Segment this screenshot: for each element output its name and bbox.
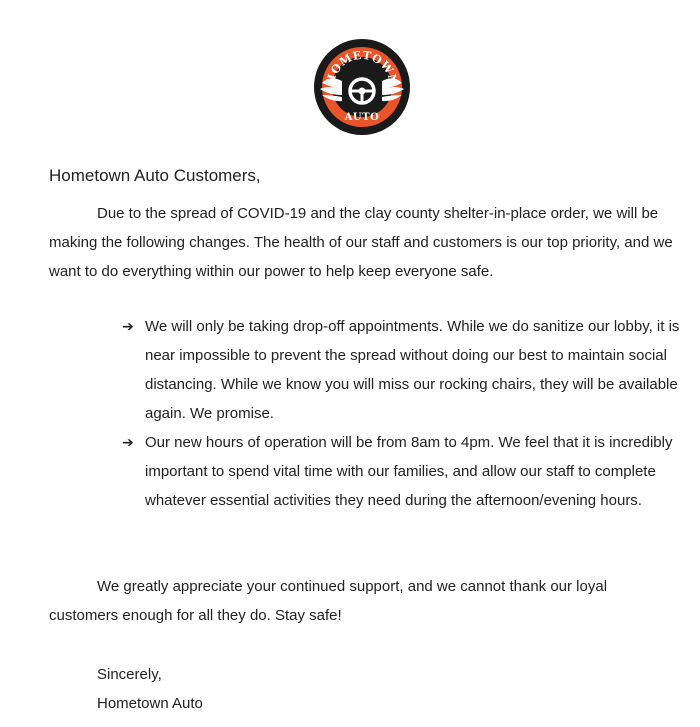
arrow-right-icon: ➔ bbox=[122, 434, 134, 450]
logo-badge bbox=[312, 37, 412, 137]
hometown-auto-logo bbox=[312, 37, 412, 137]
letter-closing-paragraph: We greatly appreciate your continued support, and we cannot thank our loyal customers enough for all they do. Stay safe! bbox=[49, 578, 608, 624]
signoff-signature: Hometown Auto bbox=[97, 695, 203, 712]
list-item-text: Our new hours of operation will be from 8am to 4pm. We feel that it is incredibly important to spend vital time with our families, and allow our staff to complete whatever essential activities they need during the afternoon/evening hours. bbox=[145, 434, 673, 509]
arrow-right-icon: ➔ bbox=[122, 318, 134, 334]
changes-list bbox=[120, 312, 680, 515]
list-item bbox=[120, 312, 680, 428]
list-item bbox=[120, 428, 680, 515]
letter-intro-paragraph: Due to the spread of COVID-19 and the clay county shelter-in-place order, we will be making the following changes. The health of our staff and customers is our top priority, and we want to do everything within our power to help keep everyone safe. bbox=[49, 205, 673, 280]
letter-signoff bbox=[97, 660, 203, 718]
letter-greeting: Hometown Auto Customers, bbox=[49, 166, 261, 185]
list-item-text: We will only be taking drop-off appointments. While we do sanitize our lobby, it is near impossible to prevent the spread without doing our best to maintain social distancing. While we know you will miss our rocking chairs, they will be available again. We promise. bbox=[145, 318, 680, 422]
signoff-salutation: Sincerely, bbox=[97, 666, 162, 683]
logo-bottom-text: AUTO bbox=[344, 112, 380, 123]
logo-top-text: HOMETOWN bbox=[323, 48, 401, 87]
